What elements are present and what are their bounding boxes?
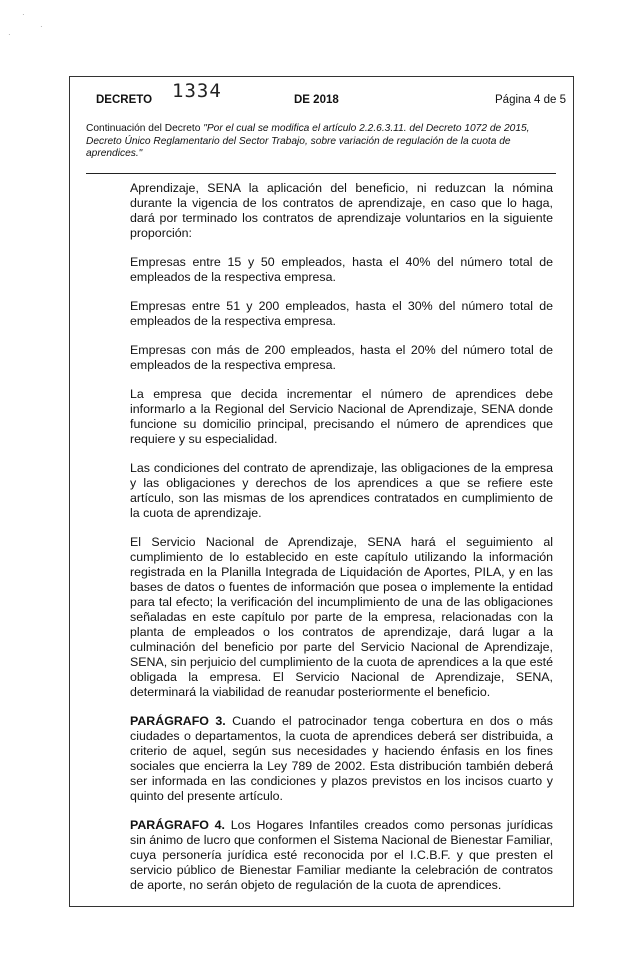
body-paragraph: El Servicio Nacional de Aprendizaje, SENA hará el seguimiento al cumplimiento de lo establecido en este capítulo utilizando la información registrada en la Planilla Integrada de Liquidación de Aportes, PILA, y en las bases de datos o fuentes de información que posea o implemente la entidad para tal efecto; la verificación del incumplimiento de una de las obligaciones señaladas en este capítulo por parte de la empresa, relacionadas con la planta de empleados o los contratos de aprendizaje, dará lugar a la culminación del beneficio por parte del Servicio Nacional de Aprendizaje, SENA, sin perjuicio del cumplimiento de la cuota de aprendices a la que esté obligada la empresa. El Servicio Nacional de Aprendizaje, SENA, determinará la viabilidad de reanudar posteriormente el beneficio. xyxy=(130,535,553,699)
body-paragraph: Empresas entre 15 y 50 empleados, hasta el 40% del número total de empleados de la respectiva empresa. xyxy=(130,255,553,284)
continuation-prefix: Continuación del Decreto xyxy=(86,123,201,134)
document-header xyxy=(96,80,572,114)
paragrafo-3-text: Cuando el patrocinador tenga cobertura en dos o más ciudades o departamentos, la cuota de aprendices deberá ser distribuida, a criterio de aquel, según sus necesidades y haciendo énfasis en los fines sociales que encierra la Ley 789 de 2002. Esta distribución también deberá ser informada en las condiciones y plazos previstos en los incisos cuarto y quinto del presente artículo. xyxy=(130,714,553,803)
paragrafo-4-label: PARÁGRAFO 4. xyxy=(130,818,225,832)
body-paragraph: La empresa que decida incrementar el número de aprendices debe informarlo a la Regional del Servicio Nacional de Aprendizaje, SENA donde funcione su domicilio principal, precisando el número de aprendices que requiere y su especialidad. xyxy=(130,387,553,446)
decreto-label: DECRETO xyxy=(96,94,153,106)
body-paragraph: Empresas con más de 200 empleados, hasta el 20% del número total de empleados de la respectiva empresa. xyxy=(130,343,553,372)
decree-title: "Por el cual se modifica el artículo 2.2.6.3.11. del Decreto 1072 de 2015, Decreto Único Reglamentario del Sector Trabajo, sobre variación de regulación de la cuota de aprendices." xyxy=(86,123,530,159)
paragrafo-3-label: PARÁGRAFO 3. xyxy=(130,714,226,728)
header-divider xyxy=(86,173,556,174)
body-paragraph: Aprendizaje, SENA la aplicación del beneficio, ni reduzcan la nómina durante la vigencia de los contratos de aprendizaje, en caso que lo haga, dará por terminado los contratos de aprendizaje voluntarios en la siguiente proporción: xyxy=(130,181,553,240)
decreto-number: 1334 xyxy=(172,80,222,102)
page-indicator: Página 4 de 5 xyxy=(495,94,566,106)
document-body xyxy=(130,181,553,907)
scan-speck: · xyxy=(8,30,11,39)
paragrafo-4 xyxy=(130,818,553,893)
paragrafo-3 xyxy=(130,714,553,804)
continuation-note xyxy=(86,123,556,161)
body-paragraph: Las condiciones del contrato de aprendizaje, las obligaciones de la empresa y las obligaciones y derechos de los aprendices a que se refiere este artículo, son las mismas de los aprendices contratados en cumplimiento de la cuota de aprendizaje. xyxy=(130,461,553,520)
scan-speck: · xyxy=(22,10,25,19)
body-paragraph: Empresas entre 51 y 200 empleados, hasta el 30% del número total de empleados de la respectiva empresa. xyxy=(130,299,553,328)
paragrafo-4-text: Los Hogares Infantiles creados como personas jurídicas sin ánimo de lucro que conformen el Sistema Nacional de Bienestar Familiar, cuya personería jurídica esté reconocida por el I.C.B.F. y que presten el servicio público de Bienestar Familiar mediante la celebración de contratos de aporte, no serán objeto de regulación de la cuota de aprendices. xyxy=(130,818,553,892)
scan-speck: · xyxy=(40,22,43,31)
decree-year: DE 2018 xyxy=(294,94,339,106)
